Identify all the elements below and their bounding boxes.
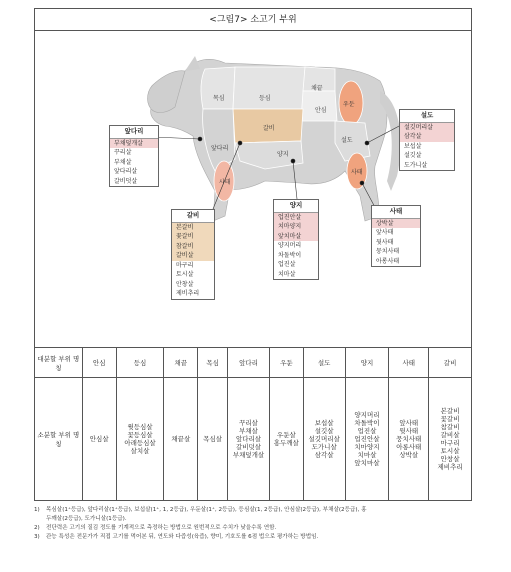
- table-cell-line: 홍두깨살: [273, 439, 299, 447]
- table-cell-line: 설깃머리살: [308, 435, 340, 443]
- table-header-cell: 등심: [117, 348, 165, 377]
- table-cell: [389, 378, 429, 500]
- footnote: 1) 목심살(1⁺등급), 앞다리살(1⁺등급), 보섭살(1⁺, 1, 2등급), 우둔살(1⁺, 2등급), 등심살(1, 2등급), 안심살(2등급), 부채살(2등급), 홍: [34, 507, 367, 513]
- table-cell-line: 업진안살: [354, 435, 380, 443]
- table-cell-line: 도가니살: [311, 443, 337, 451]
- table-cell-line: 차돌박이: [354, 419, 380, 427]
- apdari-box-title: 앞다리: [110, 126, 158, 139]
- sate-box-title: 사태: [372, 206, 420, 219]
- sate-item: 상박살: [372, 219, 420, 229]
- table-cell: [83, 378, 117, 500]
- leader-dot-yangji: [291, 159, 295, 163]
- table-header-cell: 갈비: [443, 359, 457, 367]
- table-header-cell: 사태: [389, 348, 429, 377]
- apdari-box: [109, 125, 159, 187]
- leader-dot-seoldo: [365, 141, 369, 145]
- apdari-item: 갈비덧살: [114, 177, 138, 185]
- seoldo-box-title: 설도: [400, 110, 454, 123]
- apdari-item: 부채덮개살: [110, 139, 158, 149]
- galbi-item: 마구리: [176, 261, 194, 269]
- region-label-deungsim: 등심: [259, 95, 271, 102]
- table-cell-line: 아롱사태: [396, 443, 422, 451]
- table-cell-line: 꾸리살: [239, 419, 258, 427]
- galbi-item: 안창살: [176, 280, 194, 288]
- table-header-cell: 앞다리: [228, 348, 270, 377]
- leader-dot-sate: [360, 181, 364, 185]
- region-label-galbi: 갈비: [263, 125, 275, 132]
- table-cell-line: 본갈비: [440, 407, 460, 415]
- table-header-cell: 양지: [346, 348, 390, 377]
- galbi-item: 참갈비: [172, 242, 214, 252]
- galbi-box: [171, 209, 215, 300]
- seoldo-item: 설깃머리살: [400, 123, 454, 133]
- table-cell-line: 갈비살: [440, 431, 460, 439]
- table-header-row: [35, 348, 471, 378]
- table-header-cell: 목심: [198, 348, 228, 377]
- galbi-item: 꽃갈비: [172, 232, 214, 242]
- leader-dot-galbi: [238, 141, 242, 145]
- galbi-item: 제비추리: [176, 290, 200, 297]
- table-cell-line: 아래등심살: [124, 439, 156, 447]
- sate-item: 뭉치사태: [376, 248, 400, 255]
- table-cell-line: 꽃갈비: [440, 415, 460, 423]
- galbi-item: 갈비살: [172, 251, 214, 261]
- table-cell-line: 상박살: [399, 451, 419, 459]
- table-cell-line: 부채살: [239, 427, 258, 435]
- table-cell-line: 양지머리: [354, 411, 380, 419]
- region-moksim: [201, 67, 235, 109]
- table-header-cell: 대분할 부위 명칭: [35, 348, 83, 377]
- table-cell: [228, 378, 270, 500]
- table-header-cell: 우둔: [270, 348, 304, 377]
- galbi-item: 토시살: [176, 271, 194, 278]
- seoldo-box: [399, 109, 455, 171]
- region-label-udun: 우둔: [343, 101, 355, 108]
- seoldo-item: 도가니살: [404, 161, 428, 169]
- figure-box: [34, 8, 472, 348]
- sate-item: 아롱사태: [376, 257, 400, 265]
- yangji-item: 치마살: [278, 270, 296, 278]
- table-cell-line: 보섭살: [314, 419, 334, 427]
- table-cell: [346, 378, 390, 500]
- apdari-item: 부채살: [114, 158, 132, 166]
- seoldo-item: 삼각살: [400, 132, 454, 142]
- cow-illustration: [35, 31, 473, 349]
- region-label-ansim: 안심: [315, 107, 327, 114]
- region-label-sate-front: 사태: [219, 179, 231, 186]
- table-cell: [164, 378, 198, 500]
- region-deungsim: [233, 67, 305, 109]
- table-cell-line: 꽃등심살: [127, 431, 153, 439]
- sate-item: 뒷사태: [376, 238, 394, 246]
- cut-table: [34, 348, 472, 501]
- region-label-seoldo: 설도: [341, 137, 353, 144]
- footnotes: [34, 506, 474, 542]
- table-cell-line: 앞다리살: [235, 435, 262, 443]
- table-cell-line: 마구리: [440, 439, 460, 447]
- table-cell-line: 뭉치사태: [396, 435, 422, 443]
- seoldo-item: 보섭살: [404, 142, 422, 150]
- table-cell: [198, 378, 228, 500]
- table-cell-line: 치마양지: [354, 443, 380, 451]
- table-cell-line: 우둔살: [276, 431, 296, 439]
- table-cell-line: 제비추리: [437, 463, 463, 471]
- yangji-box: [273, 199, 319, 280]
- yangji-item: 업진안살: [274, 213, 318, 223]
- table-cell: [429, 378, 471, 500]
- table-cell-line: 살치살: [130, 447, 150, 455]
- table-cell: [117, 378, 165, 500]
- table-row: [35, 378, 471, 500]
- table-cell-line: 설깃살: [314, 427, 334, 435]
- yangji-box-title: 양지: [274, 200, 318, 213]
- table-cell-line: 앞사태: [399, 419, 419, 427]
- region-label-sate-rear: 사태: [351, 169, 363, 176]
- yangji-item: 업진살: [278, 261, 296, 268]
- table-cell-line: 목심살: [203, 435, 223, 443]
- sate-box: [371, 205, 421, 267]
- footnote: 2) 전단력은 고기의 질김 정도를 기계적으로 측정하는 방법으로 원번적으로 수치가 낮을수록 연함.: [34, 525, 277, 531]
- cow-ear: [185, 56, 200, 71]
- region-label-chaekkeut: 채끝: [311, 85, 323, 92]
- figure-title: <그림7> 소고기 부위: [35, 9, 471, 31]
- yangji-item: 치마양지: [274, 222, 318, 232]
- table-header-cell: 안심: [83, 348, 117, 377]
- table-cell-line: 업진살: [357, 427, 377, 435]
- leader-dot-apdari: [198, 137, 202, 141]
- apdari-item: 앞다리살: [114, 168, 138, 175]
- table-cell-line: 안창살: [440, 455, 460, 463]
- cow-diagram: [35, 31, 473, 349]
- table-header-cell: 채끝: [164, 348, 198, 377]
- yangji-item: 차돌박이: [278, 251, 302, 259]
- table-cell-line: 참갈비: [440, 423, 460, 431]
- apdari-item: 꾸리살: [114, 149, 132, 156]
- table-cell-line: 삼각살: [314, 451, 334, 459]
- table-cell-line: 윗등심살: [127, 423, 153, 431]
- table-cell-line: 토시살: [440, 447, 460, 455]
- table-cell-line: 부채덮개살: [232, 451, 265, 459]
- seoldo-item: 설깃살: [404, 152, 422, 159]
- table-cell-line: 채끝살: [171, 435, 191, 443]
- table-row-label: 소분할 부위 명칭: [35, 378, 83, 500]
- region-label-moksim: 목심: [213, 95, 225, 102]
- sate-item: 앞사태: [376, 229, 394, 236]
- footnote: 두깨살(2등급), 도가니살(1등급).: [46, 516, 127, 522]
- galbi-item: 본갈비: [172, 223, 214, 233]
- table-cell: [304, 378, 346, 500]
- table-cell-line: 갈비덧살: [235, 443, 262, 451]
- yangji-item: 앞치마살: [274, 232, 318, 242]
- table-cell-line: 치마살: [357, 451, 377, 459]
- table-header-cell: 설도: [304, 348, 346, 377]
- region-label-yangji: 양지: [277, 151, 289, 158]
- table-cell-line: 앞치마살: [354, 459, 380, 467]
- table-cell: [270, 378, 304, 500]
- region-label-apdari: 앞다리: [211, 145, 229, 152]
- yangji-item: 양지머리: [278, 242, 302, 249]
- footnote: 3) 관능 특성은 전문가가 직접 고기를 먹어본 뒤, 연도와 다즙성(육즙), 향미, 기호도를 6점 법으로 평가하는 방법임.: [34, 534, 319, 540]
- galbi-box-title: 갈비: [172, 210, 214, 223]
- table-cell-line: 뒷사태: [399, 427, 419, 435]
- table-cell-line: 안심살: [89, 435, 109, 443]
